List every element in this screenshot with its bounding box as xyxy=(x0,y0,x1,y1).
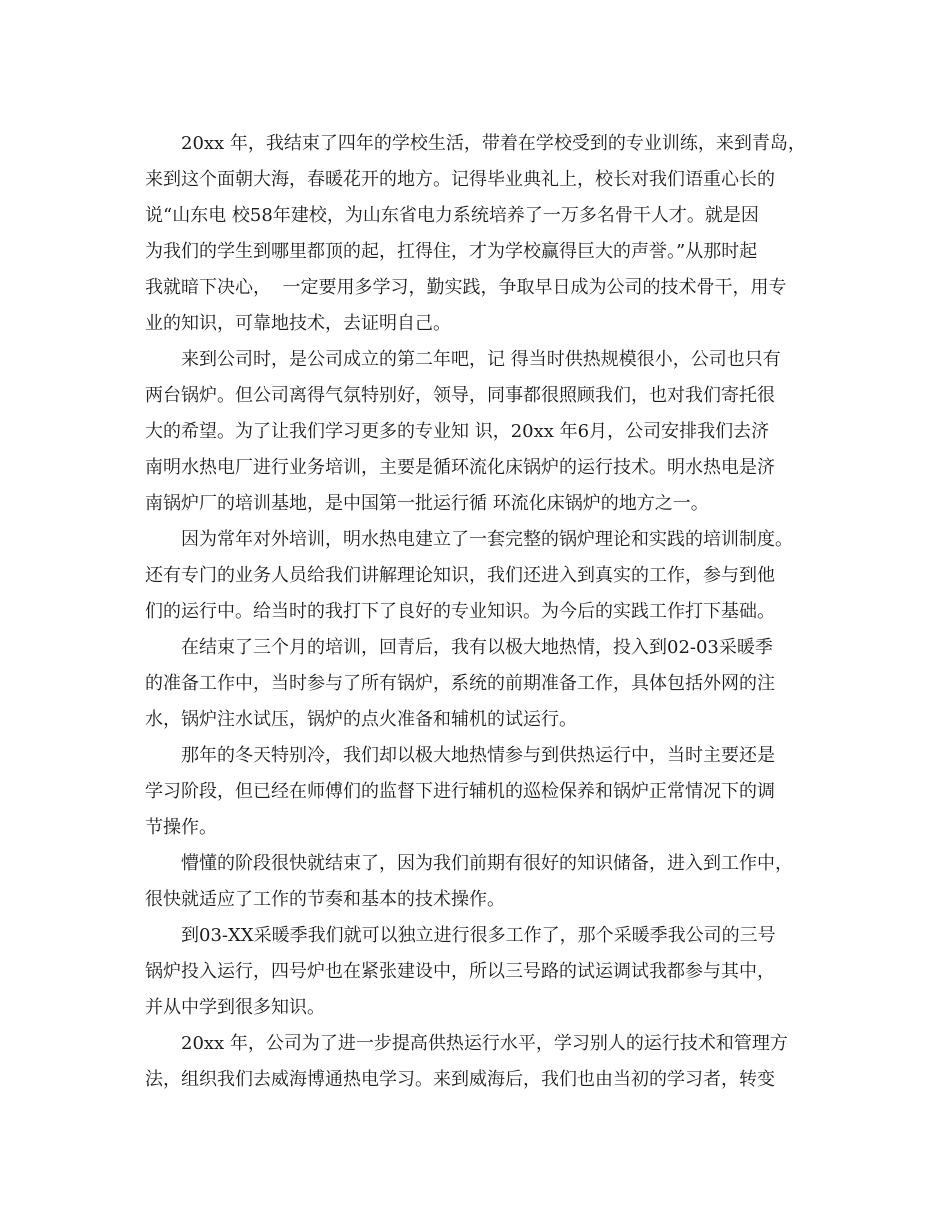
text-line: 锅炉投入运行，四号炉也在紧张建设中，所以三号路的试运调试我都参与其中， xyxy=(145,961,775,982)
text-line: 并从中学到很多知识。 xyxy=(145,997,325,1018)
text-line: 两台锅炉。但公司离得气氛特别好，领导，同事都很照顾我们，也对我们寄托很 xyxy=(145,385,775,406)
text-line: 还有专门的业务人员给我们讲解理论知识，我们还进入到真实的工作，参与到他 xyxy=(145,565,775,586)
text-line: 因为常年对外培训，明水热电建立了一套完整的锅炉理论和实践的培训制度。 xyxy=(181,529,793,550)
text-line: 说“山东电 校58年建校，为山东省电力系统培养了一万多名骨干人才。就是因 xyxy=(145,205,759,226)
text-line: 业的知识，可靠地技术，去证明自己。 xyxy=(145,313,451,334)
text-line: 到03-XX采暖季我们就可以独立进行很多工作了，那个采暖季我公司的三号 xyxy=(181,925,776,946)
text-line: 懵懂的阶段很快就结束了，因为我们前期有很好的知识储备，进入到工作中， xyxy=(181,853,793,874)
text-line: 20xx 年，公司为了进一步提高供热运行水平，学习别人的运行技术和管理方 xyxy=(181,1033,788,1054)
text-line: 节操作。 xyxy=(145,817,217,838)
text-line: 南锅炉厂的培训基地，是中国第一批运行循 环流化床锅炉的地方之一。 xyxy=(145,493,709,514)
text-line: 南明水热电厂进行业务培训，主要是循环流化床锅炉的运行技术。明水热电是济 xyxy=(145,457,775,478)
text-line: 法，组织我们去威海博通热电学习。来到威海后，我们也由当初的学习者，转变 xyxy=(145,1069,775,1090)
text-line: 很快就适应了工作的节奏和基本的技术操作。 xyxy=(145,889,505,910)
text-line: 在结束了三个月的培训，回青后，我有以极大地热情，投入到02-03采暖季 xyxy=(181,637,773,658)
text-line: 学习阶段，但已经在师傅们的监督下进行辅机的巡检保养和锅炉正常情况下的调 xyxy=(145,781,775,802)
text-line: 水，锅炉注水试压，锅炉的点火准备和辅机的试运行。 xyxy=(145,709,577,730)
text-line: 来到这个面朝大海，春暖花开的地方。记得毕业典礼上，校长对我们语重心长的 xyxy=(145,169,775,190)
text-line: 那年的冬天特别冷，我们却以极大地热情参与到供热运行中，当时主要还是 xyxy=(181,745,775,766)
text-line: 大的希望。为了让我们学习更多的专业知 识，20xx 年6月，公司安排我们去济 xyxy=(145,421,770,442)
text-line: 来到公司时，是公司成立的第二年吧，记 得当时供热规模很小，公司也只有 xyxy=(181,349,781,370)
text-line: 20xx 年，我结束了四年的学校生活，带着在学校受到的专业训练，来到青岛， xyxy=(181,133,806,154)
text-line: 我就暗下决心， 一定要用多学习，勤实践，争取早日成为公司的技术骨干，用专 xyxy=(145,277,787,298)
text-line: 们的运行中。给当时的我打下了良好的专业知识。为今后的实践工作打下基础。 xyxy=(145,601,775,622)
text-line: 为我们的学生到哪里都顶的起，扛得住，才为学校赢得巨大的声誉。”从那时起 xyxy=(145,241,758,262)
text-line: 的准备工作中，当时参与了所有锅炉，系统的前期准备工作，具体包括外网的注 xyxy=(145,673,775,694)
